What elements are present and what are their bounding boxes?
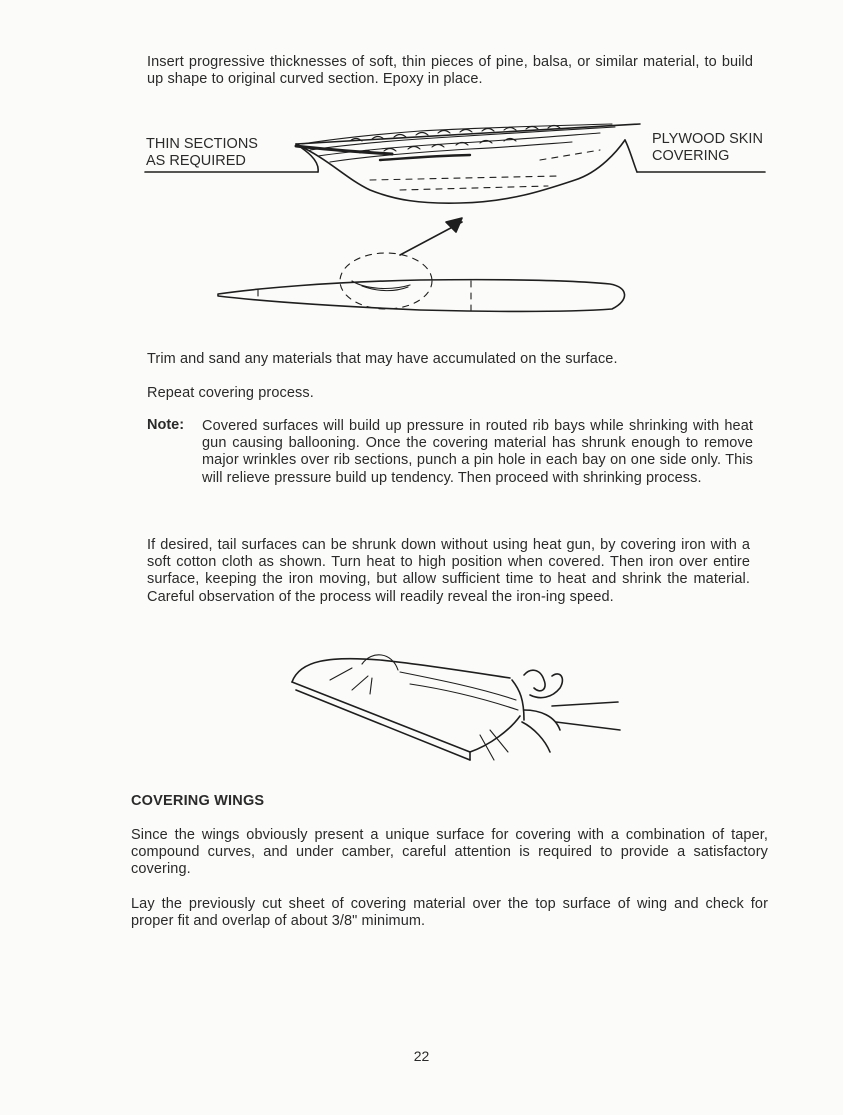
tail-paragraph: If desired, tail surfaces can be shrunk down without using heat gun, by covering iron with a soft cotton cloth as shown. Turn heat to high position when covered. Then iron over entire surface, keeping the iron moving, but allow sufficient time to heat and shrink the material. Careful observation of the process will readily reveal the iron-ing speed.: [147, 537, 750, 605]
note-text: Covered surfaces will build up pressure in routed rib bays while shrinking with heat gun causing ballooning. Once the covering material has shrunk enough to remove major wrinkles over rib sections, punch a pin hole in each bay on one side only. This will relieve pressure build up tendency. Then proceed with shrinking process.: [202, 418, 753, 486]
plywood-skin-label: PLYWOOD SKIN COVERING: [652, 131, 763, 164]
section-title: COVERING WINGS: [131, 793, 265, 809]
page-number: 22: [413, 1048, 430, 1064]
intro-paragraph: Insert progressive thicknesses of soft, thin pieces of pine, balsa, or similar material, to build up shape to original curved section. Epoxy in place.: [147, 54, 753, 88]
note-label: Note:: [147, 417, 185, 433]
trim-paragraph: Trim and sand any materials that may have accumulated on the surface.: [147, 351, 618, 367]
thin-sections-label: THIN SECTIONS AS REQUIRED: [146, 136, 258, 169]
section-diagram: [0, 0, 843, 330]
wings-paragraph-2: Lay the previously cut sheet of covering material over the top surface of wing and check for proper fit and overlap of about 3/8" minimum.: [131, 896, 768, 930]
covered-iron-illustration: [0, 640, 843, 790]
repeat-paragraph: Repeat covering process.: [147, 385, 314, 401]
wings-paragraph-1: Since the wings obviously present a unique surface for covering with a combination of taper, compound curves, and under camber, careful attention is required to provide a satisfactory covering.: [131, 827, 768, 878]
